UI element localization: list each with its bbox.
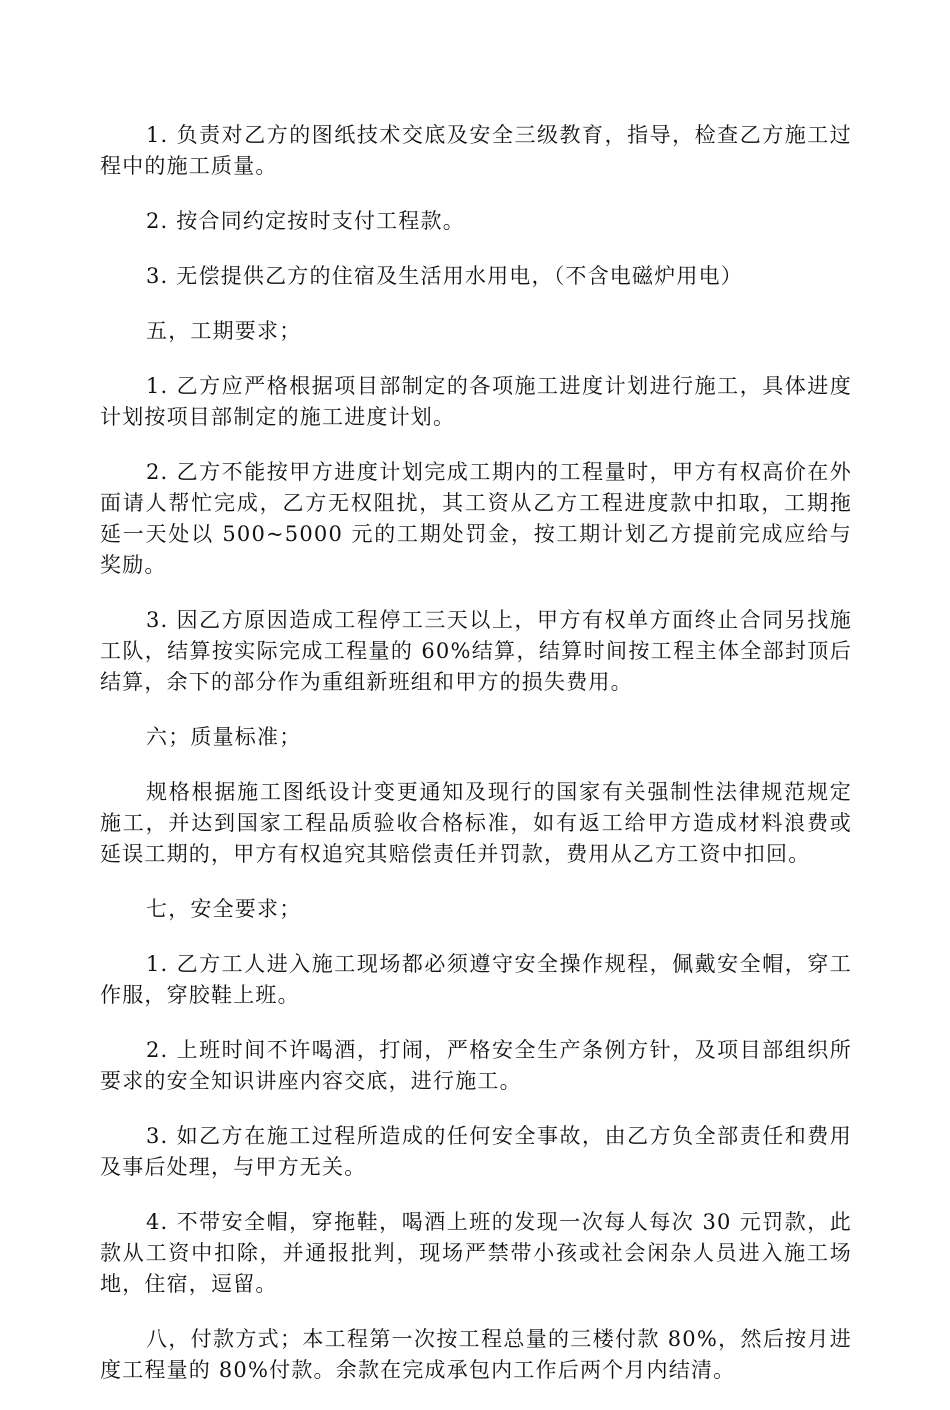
paragraph-schedule-2: 2. 乙方不能按甲方进度计划完成工期内的工程量时，甲方有权高价在外面请人帮忙完成，乙方无权阻扰，其工资从乙方工程进度款中扣取，工期拖延一天处以 500~5000 元的工期处罚金，按工期计划乙方提前完成应给与奖励。 (100, 460, 852, 577)
paragraph-schedule-1: 1. 乙方应严格根据项目部制定的各项施工进度计划进行施工，具体进度计划按项目部制定的施工进度计划。 (100, 374, 852, 429)
section-heading-schedule: 五，工期要求； (146, 319, 302, 343)
paragraph-safety-3: 3. 如乙方在施工过程所造成的任何安全事故，由乙方负全部责任和费用及事后处理，与甲方无关。 (100, 1124, 852, 1179)
paragraph-schedule-3: 3. 因乙方原因造成工程停工三天以上，甲方有权单方面终止合同另找施工队，结算按实际完成工程量的 60%结算，结算时间按工程主体全部封顶后结算，余下的部分作为重组新班组和甲方的损失费用。 (100, 608, 852, 694)
paragraph-safety-1: 1. 乙方工人进入施工现场都必须遵守安全操作规程，佩戴安全帽，穿工作服，穿胶鞋上班。 (100, 952, 852, 1007)
paragraph-duty-3: 3. 无偿提供乙方的住宿及生活用水用电，（不含电磁炉用电） (146, 264, 744, 288)
paragraph-payment: 八，付款方式；本工程第一次按工程总量的三楼付款 80%，然后按月进度工程量的 80%付款。余款在完成承包内工作后两个月内结清。 (100, 1327, 852, 1382)
paragraph-quality: 规格根据施工图纸设计变更通知及现行的国家有关强制性法律规范规定施工，并达到国家工程品质验收合格标准，如有返工给甲方造成材料浪费或延误工期的，甲方有权追究其赔偿责任并罚款，费用从乙方工资中扣回。 (100, 780, 852, 866)
section-heading-safety: 七，安全要求； (146, 897, 302, 921)
paragraph-duty-2: 2. 按合同约定按时支付工程款。 (146, 209, 465, 233)
paragraph-safety-2: 2. 上班时间不许喝酒，打闹，严格安全生产条例方针，及项目部组织所要求的安全知识讲座内容交底，进行施工。 (100, 1038, 852, 1093)
paragraph-duty-1: 1. 负责对乙方的图纸技术交底及安全三级教育，指导，检查乙方施工过程中的施工质量。 (100, 123, 852, 178)
paragraph-safety-4: 4. 不带安全帽，穿拖鞋，喝酒上班的发现一次每人每次 30 元罚款，此款从工资中扣除，并通报批判，现场严禁带小孩或社会闲杂人员进入施工场地，住宿，逗留。 (100, 1210, 852, 1296)
section-heading-quality: 六；质量标准； (146, 725, 302, 749)
document-body (100, 120, 852, 1410)
